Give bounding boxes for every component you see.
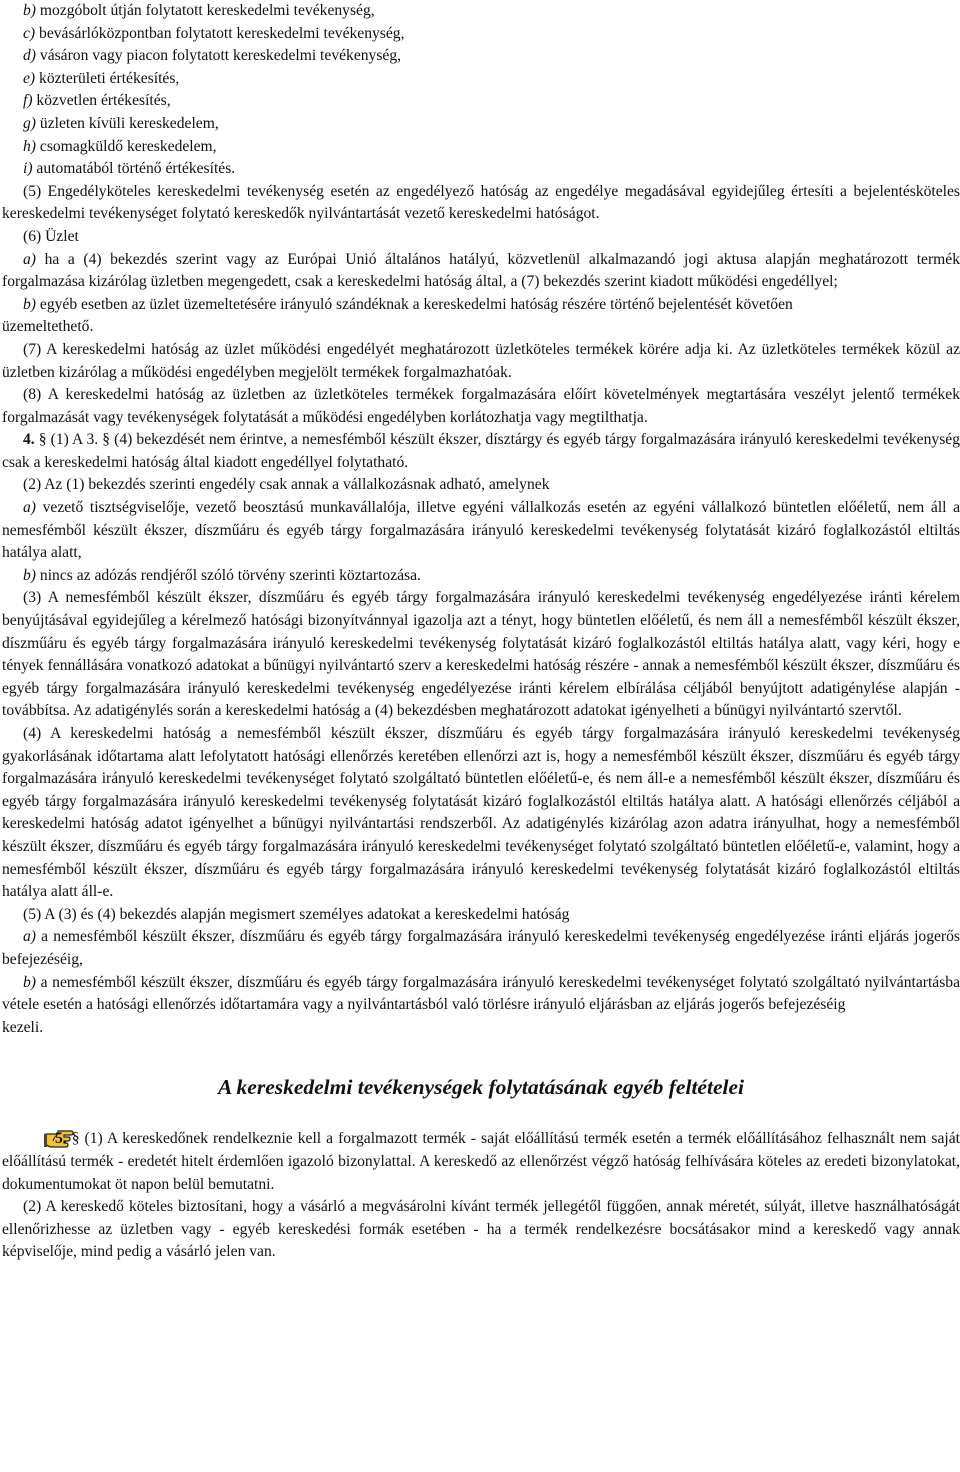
list-item-i: [2, 158, 960, 181]
item-lead: b): [23, 295, 36, 313]
paragraph-3-6-a: [2, 249, 960, 294]
list-item-lead: d): [23, 47, 36, 65]
item-text: nincs az adózás rendjéről szóló törvény szerinti köztartozása.: [36, 566, 421, 584]
paragraph-text: (1) A 3. § (4) bekezdését nem érintve, a nemesfémből készült ékszer, dísztárgy és egyéb tárgy forgalmazására irányuló kereskedelmi tevékenység csak a kereskedelmi hatóság által kiadott engedéllyel folytatható.: [2, 431, 960, 471]
section-sign: §: [34, 431, 47, 449]
list-item-lead: h): [23, 137, 36, 155]
section-5-paragraph-1: [2, 1126, 960, 1196]
section-4-paragraph-5-tail: kezeli.: [2, 1018, 44, 1036]
paragraph-3-7: (7) A kereskedelmi hatóság az üzlet működési engedélyét meghatározott üzletköteles termékek körére adja ki. Az üzletköteles termékek közül az üzletben kizárólag a működési engedélyben megjelölt termékek forgalmazhatóak.: [2, 340, 960, 381]
item-text: egyéb esetben az üzlet üzemeltetésére irányuló szándéknak a kereskedelmi hatóság részére történő bejelentését követően: [36, 295, 793, 313]
list-item-h: [2, 136, 960, 159]
list-item-lead: i): [23, 160, 33, 178]
list-item-lead: e): [23, 69, 36, 87]
list-item-text: közvetlen értékesítés,: [32, 92, 171, 110]
list-item-lead: b): [23, 2, 36, 19]
list-item-text: bevásárlóközpontban folytatott kereskedelmi tevékenység,: [35, 24, 405, 42]
item-lead: b): [23, 566, 36, 584]
section-5-paragraph-2: (2) A kereskedő köteles biztosítani, hogy a vásárló a megvásárolni kívánt termék jellegétől függően, annak méretét, súlyát, illetve használhatóságát ellenőrizhesse az üzletben vagy - egyéb kereskedési formák esetében - ha a termék rendelkezésre bocsátásakor mind a kereskedő vagy annak képviselője, mind pedig a vásárló jelen van.: [2, 1198, 960, 1261]
list-item-text: mozgóbolt útján folytatott kereskedelmi tevékenység,: [36, 2, 375, 19]
list-item-text: vásáron vagy piacon folytatott kereskedelmi tevékenység,: [36, 47, 402, 65]
paragraph-3-6-b-tail: üzemeltethető.: [2, 318, 94, 336]
item-lead: a): [23, 250, 36, 268]
section-4-paragraph-5: (5) A (3) és (4) bekezdés alapján megismert személyes adatokat a kereskedelmi hatóság: [23, 905, 570, 923]
list-item-text: csomagküldő kereskedelem,: [36, 137, 217, 155]
section-number: 5.: [55, 1130, 67, 1148]
section-4-paragraph-5-b: [2, 972, 960, 1017]
list-item-g: [2, 113, 960, 136]
list-item-e: [2, 68, 960, 91]
section-4-paragraph-2-a: [2, 497, 960, 565]
item-text: a nemesfémből készült ékszer, díszműáru és egyéb tárgy forgalmazására irányuló kereskedelmi tevékenységet folytató szolgáltató nyilvántartásba vétele esetén a hatósági ellenőrzés időtartamára vagy a nyilvántartásból való törlésre irányuló eljárásban az eljárás jogerős befejezéséig: [2, 973, 960, 1014]
list-item-lead: f): [23, 92, 33, 110]
section-sign: §: [66, 1130, 80, 1148]
section-4-paragraph-3: (3) A nemesfémből készült ékszer, díszműáru és egyéb tárgy forgalmazására irányuló kereskedelmi tevékenység engedélyezése iránti kérelem benyújtásával egyidejűleg a kérelmező hatósági bizonyítvánnyal igazolja azt a tényt, hogy büntetlen előéletű, és nem áll a nemesfémből készült ékszer, díszműáru és egyéb tárgy forgalmazására irányuló kereskedelmi tevékenység folytatását kizáró foglalkozástól eltiltás hatálya alatt, vagy kéri, hogy e tények fennállására vonatkozó adatokat a bűnügyi nyilvántartó szerv a kereskedelmi hatóság részére - annak a nemesfémből készült ékszer, díszműáru és egyéb tárgy forgalmazására irányuló kereskedelmi tevékenység engedélyezése iránti kérelem elbírálása céljából benyújtott adatigénylése alapján - továbbítsa. Az adatigénylés során a kereskedelmi hatóság a (4) bekezdésben meghatározott adatokat igényelheti a bűnügyi nyilvántartó szervtől.: [2, 589, 960, 720]
item-text: vezető tisztségviselője, vezető beosztású munkavállalója, illetve egyéni vállalkozás esetén az egyéni vállalkozó büntetlen előéletű, nem áll a nemesfémből készült ékszer, díszműáru és egyéb tárgy forgalmazására irányuló kereskedelmi tevékenység folytatását kizáró foglalkozástól eltiltás hatálya alatt,: [2, 499, 960, 562]
section-4-paragraph-1: [2, 429, 960, 474]
pointing-hand-icon[interactable]: [23, 1126, 53, 1148]
section-4-paragraph-2-b: [2, 565, 960, 588]
paragraph-3-5: (5) Engedélyköteles kereskedelmi tevékenység esetén az engedélyező hatóság az engedélye megadásával egyidejűleg értesíti a bejelentésköteles kereskedelmi tevékenységet folytató kereskedők nyilvántartását vezető kereskedelmi hatóságot.: [2, 182, 960, 223]
list-item-text: közterületi értékesítés,: [35, 69, 180, 87]
list-item-c: [2, 23, 960, 46]
item-lead: b): [23, 973, 36, 991]
list-item-f: [2, 90, 960, 113]
section-number: 4.: [23, 431, 35, 449]
item-text: a nemesfémből készült ékszer, díszműáru és egyéb tárgy forgalmazására irányuló kereskedelmi tevékenység engedélyezése iránti eljárás jogerős befejezéséig,: [2, 928, 960, 968]
paragraph-3-6: (6) Üzlet: [23, 227, 79, 245]
paragraph-text: (1) A kereskedőnek rendelkeznie kell a forgalmazott termék - saját előállítású termék esetén a termék előállításához felhasznált nem saját előállítású termék - eredetét hitelt érdemlően igazoló bizonylattal. A kereskedő az ellenőrzést végző hatóság felhívására köteles az eredeti bizonylatokat, dokumentumokat öt napon belül bemutatni.: [2, 1130, 960, 1193]
list-item-b: [2, 0, 960, 23]
paragraph-3-8: (8) A kereskedelmi hatóság az üzletben az üzletköteles termékek forgalmazására előírt követelmények megtartására veszélyt jelentő termékek forgalmazását vagy tevékenységek folytatását a működési engedélyben korlátozhatja vagy megtilthatja.: [2, 386, 960, 426]
list-item-d: [2, 45, 960, 68]
item-lead: a): [23, 928, 36, 946]
section-4-paragraph-4: (4) A kereskedelmi hatóság a nemesfémből készült ékszer, díszműáru és egyéb tárgy forgalmazására irányuló kereskedelmi tevékenység gyakorlásának időtartama alatt lefolytatott hatósági ellenőrzés keretében ellenőrzi azt is, hogy a nemesfémből készült ékszer, díszműáru és egyéb tárgy forgalmazására irányuló kereskedelmi tevékenységet folytató szolgáltató büntetlen előéletű-e, és nem áll-e a nemesfémből készült ékszer, díszműáru és egyéb tárgy forgalmazására irányuló kereskedelmi tevékenység folytatását kizáró foglalkozástól eltiltás hatálya alatt. A hatósági ellenőrzés céljából a kereskedelmi hatóság adatot igényelhet a bűnügyi nyilvántartási rendszerből. Az adatigénylés kizárólag azon adatra irányulhat, hogy a nemesfémből készült ékszer, díszműáru és egyéb tárgy forgalmazására irányuló kereskedelmi tevékenységet folytató szolgáltató büntetlen előéletű-e, valamint, hogy a nemesfémből készült ékszer, díszműáru és egyéb tárgy forgalmazására irányuló kereskedelmi tevékenység folytatását kizáró foglalkozástól eltiltás hatálya alatt áll-e.: [2, 725, 960, 901]
section-4-paragraph-5-a: [2, 926, 960, 971]
paragraph-3-6-b: [2, 294, 960, 317]
list-item-text: automatából történő értékesítés.: [32, 160, 236, 178]
item-lead: a): [23, 499, 36, 517]
section-4-paragraph-2: (2) Az (1) bekezdés szerinti engedély csak annak a vállalkozásnak adható, amelynek: [23, 476, 550, 494]
item-text: ha a (4) bekezdés szerint vagy az Európai Unió általános hatályú, közvetlenül alkalmazandó jogi aktusa alapján meghatározott termék forgalmazása kizárólag üzletben megengedett, csak a kereskedelmi hatóság által, a (7) bekezdés szerint kiadott működési engedéllyel;: [2, 250, 960, 291]
section-title: A kereskedelmi tevékenységek folytatásának egyéb feltételei: [218, 1075, 744, 1100]
list-item-lead: g): [23, 114, 36, 132]
list-item-lead: c): [23, 24, 36, 42]
list-top: [2, 0, 960, 181]
list-item-text: üzleten kívüli kereskedelem,: [36, 114, 219, 132]
